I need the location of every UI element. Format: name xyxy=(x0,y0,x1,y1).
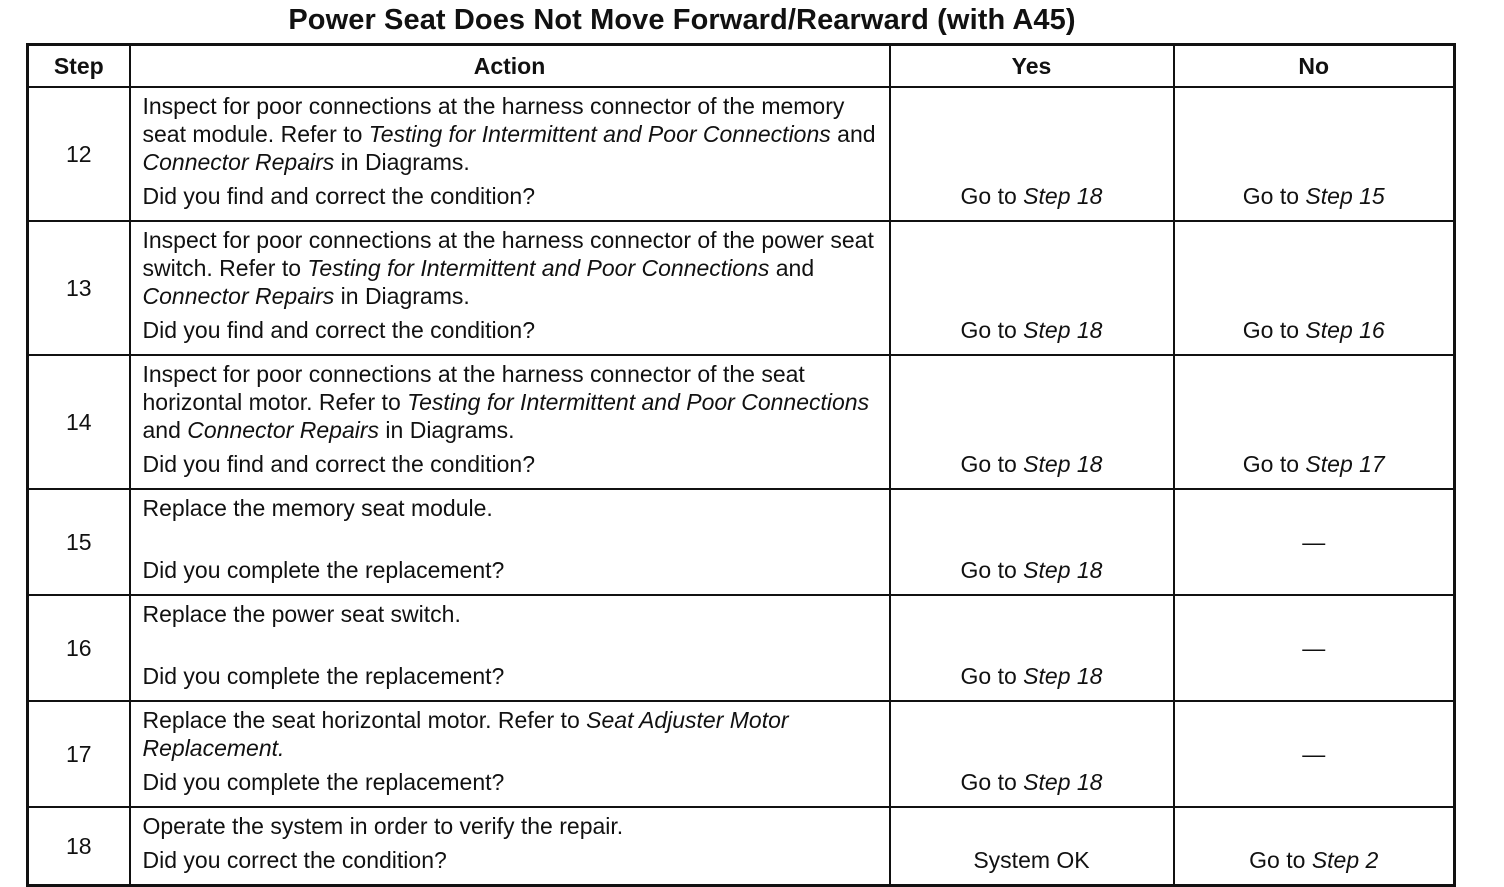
action-question: Did you complete the replacement? xyxy=(142,557,505,583)
action-cell xyxy=(130,595,890,701)
table-row xyxy=(28,701,1455,807)
action-cell xyxy=(130,355,890,489)
step-number: 17 xyxy=(28,701,130,807)
no-action-dash: — xyxy=(1302,740,1326,767)
action-text: Inspect for poor connections at the harness connector of the seat horizontal motor. Refer to Testing for Intermittent and Poor Connections and Connector Repairs in Diagrams. xyxy=(142,361,870,443)
table-row xyxy=(28,807,1455,886)
action-cell xyxy=(130,87,890,221)
yes-step-link[interactable]: Step 18 xyxy=(1023,557,1103,583)
yes-cell: Go to Step 18 xyxy=(890,355,1174,489)
action-cell xyxy=(130,489,890,595)
table-row xyxy=(28,595,1455,701)
table-row xyxy=(28,221,1455,355)
action-cell xyxy=(130,807,890,886)
action-text: Replace the memory seat module. xyxy=(142,495,493,521)
action-cell xyxy=(130,701,890,807)
step-number: 18 xyxy=(28,807,130,886)
yes-cell: Go to Step 18 xyxy=(890,701,1174,807)
action-question: Did you correct the condition? xyxy=(142,847,447,873)
header-action: Action xyxy=(130,45,890,88)
page-title: Power Seat Does Not Move Forward/Rearward (with A45) xyxy=(288,4,1076,36)
step-number: 15 xyxy=(28,489,130,595)
yes-step-link[interactable]: Step 18 xyxy=(1023,663,1103,689)
step-number: 12 xyxy=(28,87,130,221)
no-cell xyxy=(1174,489,1455,595)
action-cell xyxy=(130,221,890,355)
action-question: Did you complete the replacement? xyxy=(142,769,505,795)
yes-cell: System OK xyxy=(890,807,1174,886)
step-number: 16 xyxy=(28,595,130,701)
table-header-row xyxy=(28,45,1455,88)
no-step-link[interactable]: Step 15 xyxy=(1305,183,1385,209)
yes-step-link[interactable]: Step 18 xyxy=(1023,769,1103,795)
no-action-dash: — xyxy=(1302,634,1326,661)
no-action-dash: — xyxy=(1302,528,1326,555)
step-number: 13 xyxy=(28,221,130,355)
yes-cell: Go to Step 18 xyxy=(890,87,1174,221)
no-cell: Go to Step 16 xyxy=(1174,221,1455,355)
action-question: Did you find and correct the condition? xyxy=(142,317,536,343)
action-text: Inspect for poor connections at the harness connector of the memory seat module. Refer to Testing for Intermittent and Poor Connections and Connector Repairs in Diagrams. xyxy=(142,93,876,175)
yes-step-link[interactable]: Step 18 xyxy=(1023,183,1103,209)
yes-cell: Go to Step 18 xyxy=(890,595,1174,701)
action-text: Replace the seat horizontal motor. Refer to Seat Adjuster Motor Replacement. xyxy=(142,707,789,761)
no-cell xyxy=(1174,595,1455,701)
action-text: Replace the power seat switch. xyxy=(142,601,461,627)
action-question: Did you find and correct the condition? xyxy=(142,451,536,477)
diagnostic-table xyxy=(26,43,1456,887)
yes-step-link[interactable]: Step 18 xyxy=(1023,451,1103,477)
header-no: No xyxy=(1174,45,1455,88)
table-row xyxy=(28,87,1455,221)
yes-step-link[interactable]: Step 18 xyxy=(1023,317,1103,343)
action-text: Inspect for poor connections at the harness connector of the power seat switch. Refer to Testing for Intermittent and Poor Connections and Connector Repairs in Diagrams. xyxy=(142,227,874,309)
yes-cell: Go to Step 18 xyxy=(890,221,1174,355)
step-number: 14 xyxy=(28,355,130,489)
no-step-link[interactable]: Step 16 xyxy=(1305,317,1385,343)
header-step: Step xyxy=(28,45,130,88)
header-yes: Yes xyxy=(890,45,1174,88)
table-row xyxy=(28,489,1455,595)
no-cell: Go to Step 2 xyxy=(1174,807,1455,886)
action-text: Operate the system in order to verify the repair. xyxy=(142,813,624,839)
no-step-link[interactable]: Step 17 xyxy=(1305,451,1385,477)
yes-cell: Go to Step 18 xyxy=(890,489,1174,595)
no-cell xyxy=(1174,701,1455,807)
action-question: Did you find and correct the condition? xyxy=(142,183,536,209)
no-step-link[interactable]: Step 2 xyxy=(1311,847,1379,873)
action-question: Did you complete the replacement? xyxy=(142,663,505,689)
table-row xyxy=(28,355,1455,489)
no-cell: Go to Step 15 xyxy=(1174,87,1455,221)
no-cell: Go to Step 17 xyxy=(1174,355,1455,489)
